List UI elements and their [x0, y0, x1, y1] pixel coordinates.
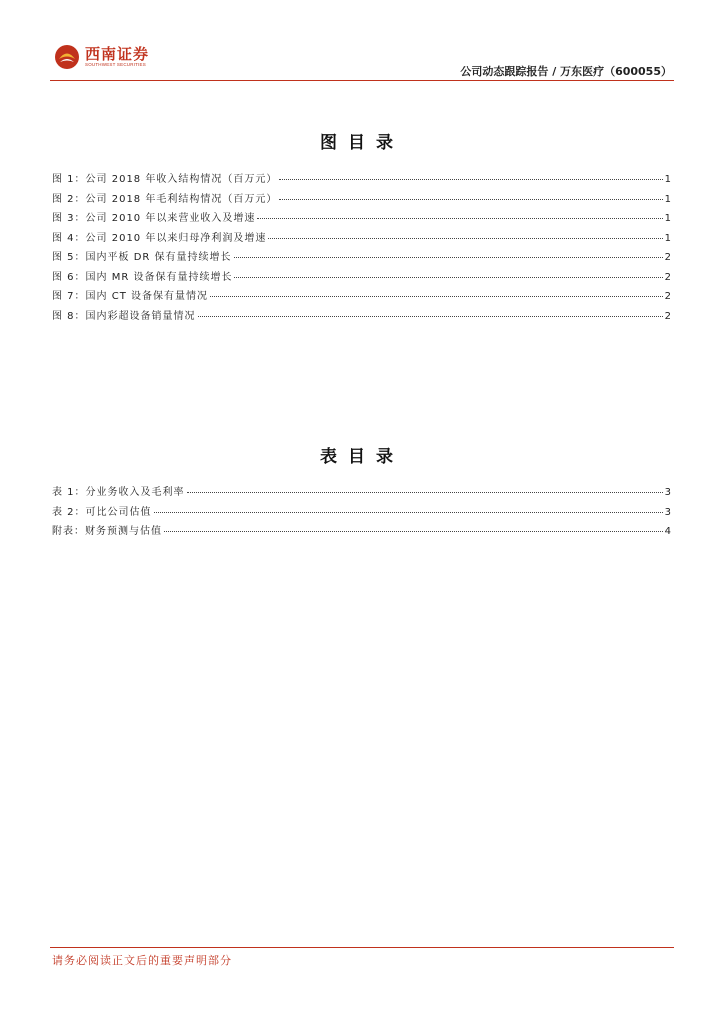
tables-toc-list [52, 483, 671, 542]
toc-leader [198, 316, 663, 317]
toc-entry-page: 2 [664, 252, 671, 263]
toc-leader [234, 257, 663, 258]
logo-name-cn: 西南证券 [85, 45, 150, 63]
toc-entry-label: 图 7：国内 CT 设备保有量情况 [52, 291, 208, 302]
toc-entry-label: 图 5：国内平板 DR 保有量持续增长 [52, 252, 232, 263]
toc-entry-page: 1 [664, 193, 671, 205]
toc-leader [154, 512, 663, 513]
toc-entry-page: 3 [664, 487, 671, 498]
toc-entry[interactable] [52, 209, 671, 229]
toc-leader [234, 277, 662, 278]
toc-leader [257, 218, 662, 219]
toc-entry[interactable] [52, 503, 671, 523]
toc-leader [164, 531, 663, 532]
toc-entry-page: 2 [664, 271, 671, 283]
figures-toc-title: 图目录 [320, 133, 404, 153]
footer-disclaimer: 请务必阅读正文后的重要声明部分 [52, 954, 232, 967]
toc-leader [210, 296, 663, 297]
toc-entry-label: 图 6：国内 MR 设备保有量持续增长 [52, 271, 233, 283]
footer-divider [50, 947, 674, 948]
toc-leader [279, 179, 662, 180]
toc-entry-page: 2 [664, 310, 671, 322]
toc-entry[interactable] [52, 522, 671, 542]
toc-entry[interactable] [52, 170, 671, 190]
toc-leader [279, 199, 662, 200]
toc-entry-page: 2 [664, 291, 671, 302]
toc-entry[interactable] [52, 248, 671, 268]
toc-entry[interactable] [52, 483, 671, 503]
figures-toc-list [52, 170, 671, 326]
toc-entry-page: 1 [664, 174, 671, 185]
tables-toc-title: 表目录 [320, 447, 404, 467]
toc-entry-page: 1 [664, 213, 671, 224]
toc-entry-label: 图 4：公司 2010 年以来归母净利润及增速 [52, 232, 267, 244]
toc-entry-label: 表 2：可比公司估值 [52, 506, 152, 518]
toc-entry-label: 图 1：公司 2018 年收入结构情况（百万元） [52, 174, 278, 185]
toc-entry-label: 附表：财务预测与估值 [52, 526, 162, 537]
toc-entry-label: 表 1：分业务收入及毛利率 [52, 487, 185, 498]
toc-entry-page: 3 [664, 506, 671, 518]
toc-entry-label: 图 2：公司 2018 年毛利结构情况（百万元） [52, 193, 278, 205]
toc-leader [268, 238, 662, 239]
report-title: 公司动态跟踪报告 / 万东医疗（600055） [460, 65, 672, 78]
header-divider [50, 80, 674, 81]
toc-entry[interactable] [52, 190, 671, 210]
toc-entry-page: 1 [664, 232, 671, 244]
toc-leader [187, 492, 663, 493]
logo-emblem-icon [54, 44, 80, 70]
company-logo [54, 44, 149, 70]
toc-entry-page: 4 [664, 526, 671, 537]
toc-entry[interactable] [52, 268, 671, 288]
toc-entry-label: 图 3：公司 2010 年以来营业收入及增速 [52, 213, 256, 224]
logo-name-en: SOUTHWEST SECURITIES [85, 62, 146, 67]
toc-entry[interactable] [52, 287, 671, 307]
toc-entry[interactable] [52, 229, 671, 249]
toc-entry[interactable] [52, 307, 671, 327]
toc-entry-label: 图 8：国内彩超设备销量情况 [52, 310, 196, 322]
